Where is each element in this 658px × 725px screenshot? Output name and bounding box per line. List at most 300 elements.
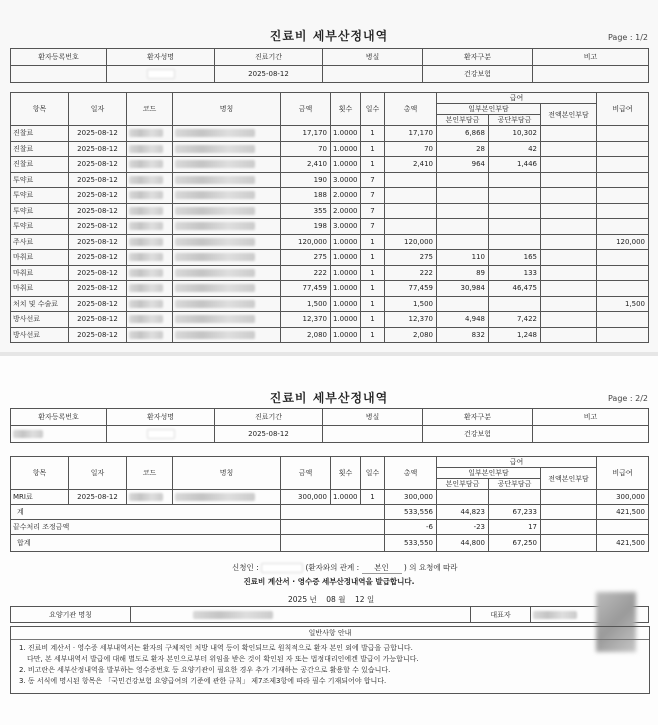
patient-id-label-2: 환자등록번호 xyxy=(11,409,107,426)
item-cell: 진찰료 xyxy=(11,141,69,157)
amount-cell: 275 xyxy=(281,250,331,266)
insurer-pay-cell xyxy=(489,203,541,219)
page-title-2: 진료비 세부산정내역 xyxy=(269,391,389,405)
col-full-self: 전액본인부담 xyxy=(541,104,597,126)
full-self-cell xyxy=(541,281,597,297)
full-self-cell xyxy=(541,265,597,281)
col-amount: 금액 xyxy=(281,93,331,126)
patient-id-value-2 xyxy=(11,426,107,443)
institution-value xyxy=(131,607,471,623)
col-days-2: 일수 xyxy=(361,457,385,490)
date-cell: 2025-08-12 xyxy=(69,296,127,312)
summary-noncovered: 421,500 xyxy=(597,535,649,552)
room-label-2: 병실 xyxy=(323,409,423,426)
amount-cell: 188 xyxy=(281,188,331,204)
table-row xyxy=(11,203,649,219)
full-self-cell xyxy=(541,188,597,204)
amount-cell: 355 xyxy=(281,203,331,219)
date-cell: 2025-08-12 xyxy=(69,234,127,250)
remarks-label-2: 비고 xyxy=(533,409,649,426)
col-noncovered-2: 비급여 xyxy=(597,457,649,490)
remarks-value-2 xyxy=(533,426,649,443)
amount-cell: 2,080 xyxy=(281,327,331,343)
notice-line: 2. 비고란은 세부산정내역을 발부하는 영수증번호 등 요양기관이 필요한 경우 추가 기재하는 공간으로 활용할 수 있습니다. xyxy=(19,666,391,674)
date-cell: 2025-08-12 xyxy=(69,172,127,188)
noncovered-cell xyxy=(597,250,649,266)
patient-name-label-2: 환자성명 xyxy=(107,409,215,426)
code-cell xyxy=(127,490,173,505)
days-cell: 7 xyxy=(361,188,385,204)
self-pay-cell: 6,868 xyxy=(437,126,489,142)
col-name: 명칭 xyxy=(173,93,281,126)
col-amount-2: 금액 xyxy=(281,457,331,490)
table-row xyxy=(11,296,649,312)
days-cell: 7 xyxy=(361,172,385,188)
self-pay-cell: 4,948 xyxy=(437,312,489,328)
date-cell: 2025-08-12 xyxy=(69,265,127,281)
notice-title: 일반사항 안내 xyxy=(11,627,649,640)
self-pay-cell: 110 xyxy=(437,250,489,266)
remarks-label: 비고 xyxy=(533,49,649,66)
relation-value: 본인 xyxy=(362,562,402,574)
name-cell xyxy=(173,126,281,142)
patient-header-table xyxy=(10,48,649,83)
patient-name-value-2 xyxy=(107,426,215,443)
insurer-pay-cell xyxy=(489,296,541,312)
item-cell: 처치 및 수술료 xyxy=(11,296,69,312)
date-cell: 2025-08-12 xyxy=(69,327,127,343)
date-cell: 2025-08-12 xyxy=(69,141,127,157)
item-cell: 투약료 xyxy=(11,203,69,219)
total-cell: 1,500 xyxy=(385,296,437,312)
code-cell xyxy=(127,312,173,328)
date-cell: 2025-08-12 xyxy=(69,203,127,219)
col-name-2: 명칭 xyxy=(173,457,281,490)
count-cell: 1.0000 xyxy=(331,265,361,281)
name-cell xyxy=(173,203,281,219)
period-label: 진료기간 xyxy=(215,49,323,66)
self-pay-cell: 30,984 xyxy=(437,281,489,297)
noncovered-cell xyxy=(597,327,649,343)
page-title: 진료비 세부산정내역 xyxy=(269,29,389,43)
date-cell: 2025-08-12 xyxy=(69,250,127,266)
date-cell: 2025-08-12 xyxy=(69,219,127,235)
date-cell: 2025-08-12 xyxy=(69,126,127,142)
self-pay-cell xyxy=(437,188,489,204)
name-cell xyxy=(173,157,281,173)
col-copay-part-2: 일부본인부담 xyxy=(437,468,541,479)
total-cell: 70 xyxy=(385,141,437,157)
patient-id-label: 환자등록번호 xyxy=(11,49,107,66)
col-total-2: 총액 xyxy=(385,457,437,490)
date-cell: 2025-08-12 xyxy=(69,188,127,204)
total-cell xyxy=(385,172,437,188)
noncovered-cell xyxy=(597,172,649,188)
issue-month-unit: 월 xyxy=(338,595,346,604)
name-cell xyxy=(173,250,281,266)
days-cell: 1 xyxy=(361,281,385,297)
full-self-cell xyxy=(541,141,597,157)
summary-label: 계 xyxy=(11,505,281,520)
period-value: 2025-08-12 xyxy=(215,66,323,83)
code-cell xyxy=(127,296,173,312)
days-cell: 1 xyxy=(361,141,385,157)
noncovered-cell xyxy=(597,203,649,219)
count-cell: 1.0000 xyxy=(331,490,361,505)
table-row xyxy=(11,250,649,266)
count-cell: 1.0000 xyxy=(331,250,361,266)
name-cell xyxy=(173,281,281,297)
summary-full-self xyxy=(541,535,597,552)
name-cell xyxy=(173,265,281,281)
code-cell xyxy=(127,234,173,250)
issue-month: 08 xyxy=(326,595,336,604)
issue-year-unit: 년 xyxy=(309,595,317,604)
period-label-2: 진료기간 xyxy=(215,409,323,426)
full-self-cell xyxy=(541,250,597,266)
representative-label: 대표자 xyxy=(471,607,531,623)
count-cell: 1.0000 xyxy=(331,281,361,297)
insurer-pay-cell xyxy=(489,219,541,235)
insurer-pay-cell: 10,302 xyxy=(489,126,541,142)
summary-row xyxy=(11,505,649,520)
col-copay-part: 일부본인부담 xyxy=(437,104,541,115)
summary-spacer xyxy=(281,520,385,535)
count-cell: 1.0000 xyxy=(331,157,361,173)
total-cell: 2,080 xyxy=(385,327,437,343)
summary-label: 끝수처리 조정금액 xyxy=(11,520,281,535)
self-pay-cell xyxy=(437,172,489,188)
name-cell xyxy=(173,296,281,312)
summary-insurer-pay: 17 xyxy=(489,520,541,535)
count-cell: 1.0000 xyxy=(331,126,361,142)
col-insurer-pay-2: 공단부담금 xyxy=(489,479,541,490)
total-cell: 300,000 xyxy=(385,490,437,505)
amount-cell: 222 xyxy=(281,265,331,281)
summary-spacer xyxy=(281,535,385,552)
noncovered-cell: 120,000 xyxy=(597,234,649,250)
code-cell xyxy=(127,172,173,188)
full-self-cell xyxy=(541,296,597,312)
count-cell: 1.0000 xyxy=(331,312,361,328)
col-item: 항목 xyxy=(11,93,69,126)
total-cell xyxy=(385,219,437,235)
days-cell: 1 xyxy=(361,250,385,266)
patient-header-table-2 xyxy=(10,408,649,443)
full-self-cell xyxy=(541,172,597,188)
noncovered-cell xyxy=(597,157,649,173)
period-value-2: 2025-08-12 xyxy=(215,426,323,443)
total-cell: 77,459 xyxy=(385,281,437,297)
insurer-pay-cell: 133 xyxy=(489,265,541,281)
item-cell: 주사료 xyxy=(11,234,69,250)
col-covered: 급여 xyxy=(437,93,597,104)
code-cell xyxy=(127,126,173,142)
item-cell: 투약료 xyxy=(11,188,69,204)
count-cell: 1.0000 xyxy=(331,296,361,312)
noncovered-cell xyxy=(597,188,649,204)
self-pay-cell xyxy=(437,234,489,250)
date-cell: 2025-08-12 xyxy=(69,157,127,173)
summary-total: -6 xyxy=(385,520,437,535)
insurer-pay-cell xyxy=(489,490,541,505)
code-cell xyxy=(127,327,173,343)
patient-type-value-2: 건강보험 xyxy=(423,426,533,443)
detail-table-1 xyxy=(10,92,649,343)
full-self-cell xyxy=(541,490,597,505)
issue-statement: 진료비 계산서 · 영수증 세부산정내역을 발급합니다. xyxy=(243,577,415,586)
amount-cell: 17,170 xyxy=(281,126,331,142)
insurer-pay-cell: 7,422 xyxy=(489,312,541,328)
patient-name-value xyxy=(107,66,215,83)
table-row xyxy=(11,265,649,281)
item-cell: 진찰료 xyxy=(11,126,69,142)
table-row xyxy=(11,157,649,173)
col-covered-2: 급여 xyxy=(437,457,597,468)
date-cell: 2025-08-12 xyxy=(69,281,127,297)
statement-page-2 xyxy=(0,356,658,725)
total-cell: 275 xyxy=(385,250,437,266)
days-cell: 7 xyxy=(361,203,385,219)
summary-spacer xyxy=(281,505,385,520)
institution-label: 요양기관 명칭 xyxy=(11,607,131,623)
item-cell: 방사선료 xyxy=(11,327,69,343)
self-pay-cell: 832 xyxy=(437,327,489,343)
item-cell: 방사선료 xyxy=(11,312,69,328)
code-cell xyxy=(127,281,173,297)
item-cell: 마취료 xyxy=(11,281,69,297)
summary-noncovered xyxy=(597,520,649,535)
table-row xyxy=(11,234,649,250)
issue-day-unit: 일 xyxy=(366,595,375,604)
full-self-cell xyxy=(541,234,597,250)
patient-type-value: 건강보험 xyxy=(423,66,533,83)
table-row xyxy=(11,126,649,142)
notice-line: 다만, 본 세부내역서 발급에 대해 별도로 환자 본인으로부터 위임을 받은 것이 확인된 자 또는 법정대리인에겐 발급이 가능합니다. xyxy=(27,655,419,663)
insurer-pay-cell: 42 xyxy=(489,141,541,157)
applicant-label: 신청인 : xyxy=(232,563,259,572)
days-cell: 1 xyxy=(361,265,385,281)
noncovered-cell xyxy=(597,126,649,142)
name-cell xyxy=(173,141,281,157)
col-full-self-2: 전액본인부담 xyxy=(541,468,597,490)
total-cell: 2,410 xyxy=(385,157,437,173)
col-total: 총액 xyxy=(385,93,437,126)
self-pay-cell xyxy=(437,296,489,312)
col-date: 일자 xyxy=(69,93,127,126)
remarks-value xyxy=(533,66,649,83)
name-cell xyxy=(173,490,281,505)
table-row xyxy=(11,327,649,343)
institution-table xyxy=(10,606,649,623)
code-cell xyxy=(127,265,173,281)
amount-cell: 120,000 xyxy=(281,234,331,250)
count-cell: 3.0000 xyxy=(331,172,361,188)
page-number-2: Page : 2/2 xyxy=(607,394,648,403)
total-cell xyxy=(385,203,437,219)
noncovered-cell xyxy=(597,281,649,297)
insurer-pay-cell: 1,446 xyxy=(489,157,541,173)
summary-row xyxy=(11,535,649,552)
amount-cell: 70 xyxy=(281,141,331,157)
total-cell: 222 xyxy=(385,265,437,281)
insurer-pay-cell xyxy=(489,188,541,204)
table-row xyxy=(11,188,649,204)
full-self-cell xyxy=(541,312,597,328)
self-pay-cell: 89 xyxy=(437,265,489,281)
issue-year: 2025 xyxy=(288,595,308,604)
table-row xyxy=(11,219,649,235)
code-cell xyxy=(127,203,173,219)
summary-full-self xyxy=(541,505,597,520)
code-cell xyxy=(127,250,173,266)
issue-date xyxy=(288,594,374,605)
table-row xyxy=(11,281,649,297)
name-cell xyxy=(173,188,281,204)
full-self-cell xyxy=(541,327,597,343)
days-cell: 1 xyxy=(361,234,385,250)
table-row xyxy=(11,490,649,505)
notice-box xyxy=(10,626,650,694)
insurer-pay-cell: 46,475 xyxy=(489,281,541,297)
col-count-2: 횟수 xyxy=(331,457,361,490)
summary-total: 533,550 xyxy=(385,535,437,552)
notice-line: 3. 동 서식에 명시된 항목은 「국민건강보험 요양급여의 기준에 관한 규칙」 제7조제3항에 따라 필수 기재되어야 합니다. xyxy=(19,677,387,685)
name-cell xyxy=(173,327,281,343)
amount-cell: 190 xyxy=(281,172,331,188)
count-cell: 3.0000 xyxy=(331,219,361,235)
name-cell xyxy=(173,312,281,328)
count-cell: 1.0000 xyxy=(331,141,361,157)
detail-table-2 xyxy=(10,456,649,552)
self-pay-cell xyxy=(437,219,489,235)
request-line xyxy=(232,562,457,574)
insurer-pay-cell: 1,248 xyxy=(489,327,541,343)
col-count: 횟수 xyxy=(331,93,361,126)
notice-body xyxy=(11,640,649,690)
days-cell: 7 xyxy=(361,219,385,235)
summary-insurer-pay: 67,233 xyxy=(489,505,541,520)
noncovered-cell xyxy=(597,265,649,281)
noncovered-cell xyxy=(597,312,649,328)
total-cell: 120,000 xyxy=(385,234,437,250)
insurer-pay-cell xyxy=(489,234,541,250)
room-label: 병실 xyxy=(323,49,423,66)
patient-id-value xyxy=(11,66,107,83)
self-pay-cell: 964 xyxy=(437,157,489,173)
amount-cell: 2,410 xyxy=(281,157,331,173)
full-self-cell xyxy=(541,126,597,142)
days-cell: 1 xyxy=(361,157,385,173)
table-row xyxy=(11,312,649,328)
summary-row xyxy=(11,520,649,535)
count-cell: 1.0000 xyxy=(331,234,361,250)
summary-self-pay: 44,800 xyxy=(437,535,489,552)
name-cell xyxy=(173,234,281,250)
patient-type-label: 환자구분 xyxy=(423,49,533,66)
name-cell xyxy=(173,219,281,235)
days-cell: 1 xyxy=(361,126,385,142)
days-cell: 1 xyxy=(361,327,385,343)
issue-day: 12 xyxy=(355,595,365,604)
code-cell xyxy=(127,188,173,204)
relation-label: (환자와의 관계 : xyxy=(305,563,360,572)
table-row xyxy=(11,141,649,157)
summary-self-pay: -23 xyxy=(437,520,489,535)
col-code: 코드 xyxy=(127,93,173,126)
notice-line: 1. 진료비 계산서 · 영수증 세부내역서는 환자의 구체적인 처방 내역 등이 확인되므로 원칙적으로 환자 본인 외에 발급을 금합니다. xyxy=(19,644,413,652)
insurer-pay-cell: 165 xyxy=(489,250,541,266)
code-cell xyxy=(127,141,173,157)
noncovered-cell xyxy=(597,141,649,157)
code-cell xyxy=(127,157,173,173)
col-insurer-pay: 공단부담금 xyxy=(489,115,541,126)
summary-insurer-pay: 67,250 xyxy=(489,535,541,552)
total-cell: 17,170 xyxy=(385,126,437,142)
self-pay-cell xyxy=(437,490,489,505)
statement-page-1 xyxy=(0,0,658,352)
days-cell: 1 xyxy=(361,490,385,505)
amount-cell: 198 xyxy=(281,219,331,235)
applicant-value xyxy=(261,563,303,573)
date-cell: 2025-08-12 xyxy=(69,312,127,328)
full-self-cell xyxy=(541,219,597,235)
amount-cell: 12,370 xyxy=(281,312,331,328)
count-cell: 2.0000 xyxy=(331,203,361,219)
col-self-pay-2: 본인부담금 xyxy=(437,479,489,490)
name-cell xyxy=(173,172,281,188)
days-cell: 1 xyxy=(361,296,385,312)
amount-cell: 77,459 xyxy=(281,281,331,297)
summary-noncovered: 421,500 xyxy=(597,505,649,520)
amount-cell: 1,500 xyxy=(281,296,331,312)
noncovered-cell: 300,000 xyxy=(597,490,649,505)
item-cell: 투약료 xyxy=(11,219,69,235)
summary-total: 533,556 xyxy=(385,505,437,520)
table-row xyxy=(11,172,649,188)
col-date-2: 일자 xyxy=(69,457,127,490)
date-cell: 2025-08-12 xyxy=(69,490,127,505)
item-cell: 마취료 xyxy=(11,265,69,281)
noncovered-cell xyxy=(597,219,649,235)
relation-end: ) 의 요청에 따라 xyxy=(403,563,458,572)
full-self-cell xyxy=(541,203,597,219)
patient-name-label: 환자성명 xyxy=(107,49,215,66)
col-days: 일수 xyxy=(361,93,385,126)
page-number: Page : 1/2 xyxy=(607,33,648,42)
self-pay-cell: 28 xyxy=(437,141,489,157)
amount-cell: 300,000 xyxy=(281,490,331,505)
item-cell: 투약료 xyxy=(11,172,69,188)
total-cell xyxy=(385,188,437,204)
patient-type-label-2: 환자구분 xyxy=(423,409,533,426)
full-self-cell xyxy=(541,157,597,173)
summary-label: 합계 xyxy=(11,535,281,552)
col-noncovered: 비급여 xyxy=(597,93,649,126)
count-cell: 2.0000 xyxy=(331,188,361,204)
col-item-2: 항목 xyxy=(11,457,69,490)
item-cell: 진찰료 xyxy=(11,157,69,173)
summary-self-pay: 44,823 xyxy=(437,505,489,520)
days-cell: 1 xyxy=(361,312,385,328)
room-value-2 xyxy=(323,426,423,443)
total-cell: 12,370 xyxy=(385,312,437,328)
item-cell: 마취료 xyxy=(11,250,69,266)
summary-full-self xyxy=(541,520,597,535)
item-cell: MRI료 xyxy=(11,490,69,505)
noncovered-cell: 1,500 xyxy=(597,296,649,312)
count-cell: 1.0000 xyxy=(331,327,361,343)
